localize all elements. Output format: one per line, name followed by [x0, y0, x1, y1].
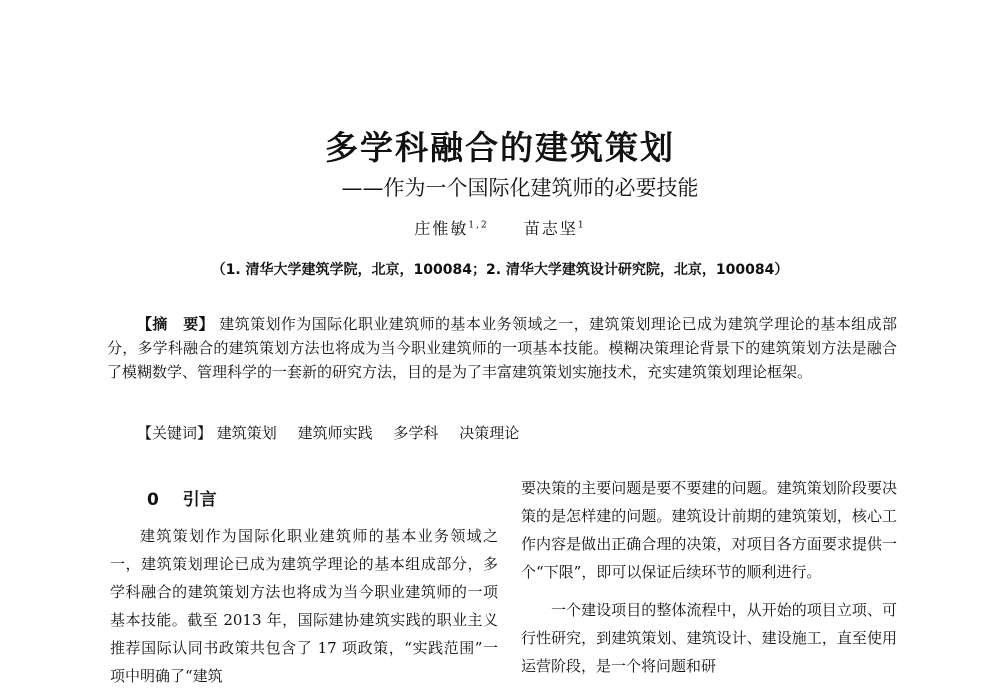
section-heading: [147, 485, 217, 510]
keyword: 多学科: [393, 424, 439, 442]
body-paragraph: 一个建设项目的整体流程中，从开始的项目立项、可行性研究，到建筑策划、建筑设计、建设施工，直至使用运营阶段，是一个将问题和研: [521, 601, 897, 675]
author-1: [414, 219, 488, 238]
author-name: 庄惟敏: [414, 219, 469, 238]
section-title: 引言: [182, 490, 217, 510]
abstract-text: 建筑策划作为国际化职业建筑师的基本业务领域之一，建筑策划理论已成为建筑学理论的基本组成部分，多学科融合的建筑策划方法也将成为当今职业建筑师的一项基本技能。模糊决策理论背景下的建筑策划方法是融合了模糊数学、管理科学的一套新的研究方法，目的是为了丰富建筑策划实施技术，充实建筑策划理论框架。: [107, 315, 897, 381]
body-right-column: [521, 474, 897, 680]
body-paragraph: 要决策的主要问题是要不要建的问题。建筑策划阶段要决策的是怎样建的问题。建筑设计前期的建筑策划，核心工作内容是做出正确合理的决策，对项目各方面要求提供一个“下限”，即可以保证后续环节的顺利进行。: [521, 479, 897, 581]
paper-subtitle: ——作为一个国际化建筑师的必要技能: [341, 176, 699, 200]
author-2: [524, 219, 586, 238]
author-affil-mark: 1: [577, 220, 586, 231]
affiliations: （1. 清华大学建筑学院，北京，100084；2. 清华大学建筑设计研究院，北京，100084）: [211, 262, 789, 278]
keyword: 建筑师实践: [297, 424, 373, 442]
keyword: 决策理论: [459, 424, 520, 442]
paper-title: 多学科融合的建筑策划: [325, 128, 675, 167]
author-affil-mark: 1,2: [468, 220, 489, 231]
keywords-label: 【关键词】: [137, 424, 213, 442]
keyword: 建筑策划: [216, 424, 277, 442]
body-left-column: 建筑策划作为国际化职业建筑师的基本业务领域之一，建筑策划理论已成为建筑学理论的基本组成部分，多学科融合的建筑策划方法也将成为当今职业建筑师的一项基本技能。截至 2013 年，国际建协建筑实践的职业主义推荐国际认同书政策共包含了 17 项政策，“实践范围”一项中明确了“建筑: [110, 527, 498, 685]
author-list: [0, 216, 1000, 239]
section-number: 0: [147, 490, 159, 510]
author-name: 苗志坚: [523, 219, 578, 238]
keywords: [137, 421, 897, 445]
abstract-label: 【摘 要】: [137, 315, 215, 333]
abstract: [107, 312, 897, 384]
